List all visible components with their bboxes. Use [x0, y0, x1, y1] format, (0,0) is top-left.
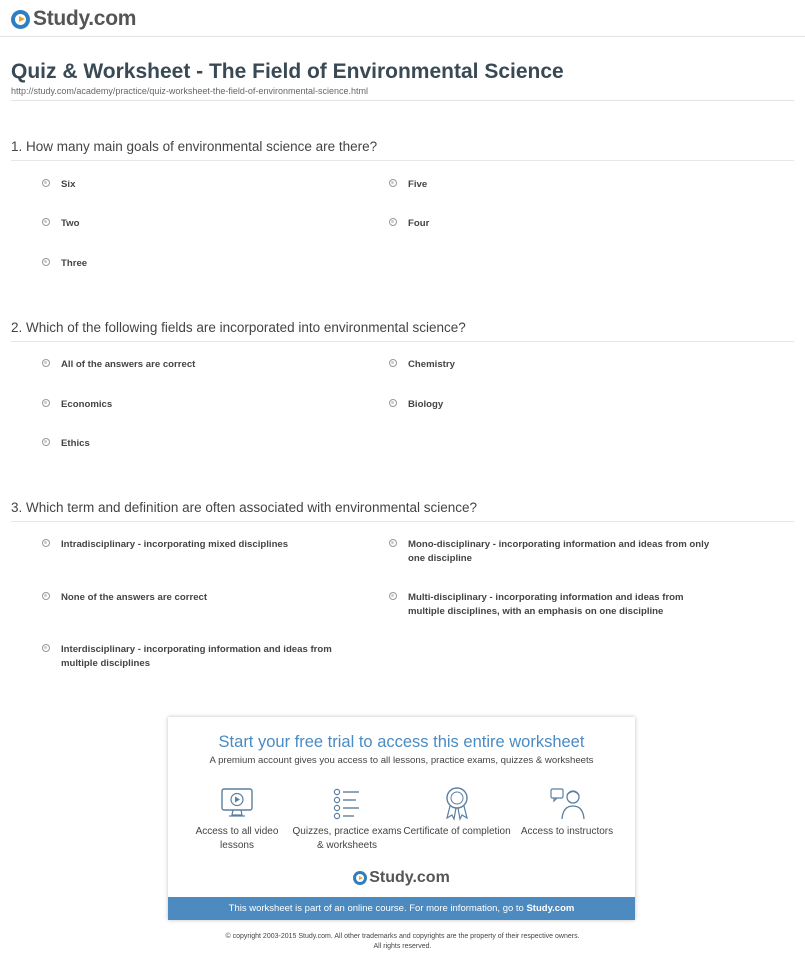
- course-info-bar[interactable]: [168, 897, 635, 920]
- question-3: [11, 500, 794, 522]
- radio-button[interactable]: [42, 179, 50, 187]
- brand-name: Study.com: [33, 7, 137, 30]
- answer-label: Intradisciplinary - incorporating mixed disciplines: [61, 539, 289, 550]
- feature-certificate: [402, 785, 512, 839]
- answer-option[interactable]: [42, 437, 90, 451]
- promo-brand-logo[interactable]: [168, 869, 635, 887]
- answer-option[interactable]: [389, 538, 719, 566]
- play-logo-icon: [353, 871, 367, 885]
- answer-option[interactable]: [42, 257, 87, 271]
- page-url: http://study.com/academy/practice/quiz-worksheet-the-field-of-environmental-science.html: [11, 86, 368, 96]
- instructor-icon: [549, 785, 585, 821]
- feature-label: Access to all video lessons: [195, 826, 279, 851]
- answer-label: All of the answers are correct: [61, 359, 196, 370]
- answer-option[interactable]: [42, 538, 362, 552]
- answer-label: Ethics: [61, 438, 90, 449]
- feature-label: Quizzes, practice exams & worksheets: [292, 826, 402, 851]
- answer-option[interactable]: [389, 398, 443, 412]
- radio-button[interactable]: [389, 592, 397, 600]
- question-1: [11, 139, 794, 161]
- rights-line: All rights reserved.: [373, 943, 432, 950]
- feature-label: Certificate of completion: [403, 826, 511, 837]
- answer-label: Mono-disciplinary - incorporating information and ideas from only one discipline: [408, 539, 710, 564]
- answer-option[interactable]: [42, 358, 195, 372]
- question-text: 3. Which term and definition are often associated with environmental science?: [11, 500, 478, 515]
- radio-button[interactable]: [42, 539, 50, 547]
- study-link[interactable]: Study.com: [526, 903, 575, 914]
- promo-brand-name: Study.com: [369, 869, 450, 886]
- answer-label: Multi-disciplinary - incorporating information and ideas from multiple disciplines, with an emphasis on one discipline: [408, 592, 684, 617]
- copyright-line: © copyright 2003-2015 Study.com. All other trademarks and copyrights are the property of their respective owners.: [225, 933, 580, 940]
- answer-option[interactable]: [389, 178, 427, 192]
- play-logo-icon: [11, 10, 30, 29]
- radio-button[interactable]: [42, 218, 50, 226]
- radio-button[interactable]: [389, 399, 397, 407]
- radio-button[interactable]: [389, 359, 397, 367]
- promo-title[interactable]: Start your free trial to access this entire worksheet: [218, 733, 585, 751]
- feature-video-lessons: [182, 785, 292, 853]
- question-text: 2. Which of the following fields are incorporated into environmental science?: [11, 320, 466, 335]
- title-divider: [11, 100, 794, 101]
- copyright-footer: [0, 932, 805, 952]
- radio-button[interactable]: [42, 592, 50, 600]
- answer-label: Economics: [61, 399, 113, 410]
- question-text: 1. How many main goals of environmental science are there?: [11, 139, 378, 154]
- feature-label: Access to instructors: [520, 826, 614, 837]
- answer-label: Two: [61, 218, 80, 229]
- answer-option[interactable]: [389, 217, 429, 231]
- radio-button[interactable]: [42, 399, 50, 407]
- radio-button[interactable]: [42, 359, 50, 367]
- radio-button[interactable]: [389, 179, 397, 187]
- answer-option[interactable]: [42, 398, 112, 412]
- quiz-list-icon: [329, 785, 365, 821]
- answer-label: Four: [408, 218, 430, 229]
- promo-subtitle: A premium account gives you access to all lessons, practice exams, quizzes & worksheets: [209, 755, 594, 766]
- answer-label: None of the answers are correct: [61, 592, 208, 603]
- answer-option[interactable]: [389, 358, 455, 372]
- brand-logo[interactable]: [11, 7, 136, 31]
- radio-button[interactable]: [389, 539, 397, 547]
- page-title: Quiz & Worksheet - The Field of Environmental Science: [11, 60, 564, 83]
- certificate-icon: [439, 785, 475, 821]
- answer-label: Biology: [408, 399, 444, 410]
- free-trial-promo[interactable]: [168, 717, 635, 920]
- radio-button[interactable]: [389, 218, 397, 226]
- answer-option[interactable]: [389, 591, 719, 619]
- answer-option[interactable]: [42, 643, 367, 671]
- answer-label: Six: [61, 179, 76, 190]
- header-divider: [0, 36, 805, 37]
- answer-option[interactable]: [42, 178, 75, 192]
- course-info-text: This worksheet is part of an online course. For more information, go to: [228, 903, 527, 914]
- radio-button[interactable]: [42, 258, 50, 266]
- question-2: [11, 320, 794, 342]
- answer-label: Three: [61, 258, 88, 269]
- feature-quizzes: [292, 785, 402, 853]
- radio-button[interactable]: [42, 644, 50, 652]
- feature-instructors: [512, 785, 622, 839]
- answer-label: Chemistry: [408, 359, 455, 370]
- video-lesson-icon: [219, 785, 255, 821]
- answer-label: Five: [408, 179, 428, 190]
- answer-label: Interdisciplinary - incorporating information and ideas from multiple disciplines: [61, 644, 332, 669]
- answer-option[interactable]: [42, 217, 79, 231]
- answer-option[interactable]: [42, 591, 362, 605]
- radio-button[interactable]: [42, 438, 50, 446]
